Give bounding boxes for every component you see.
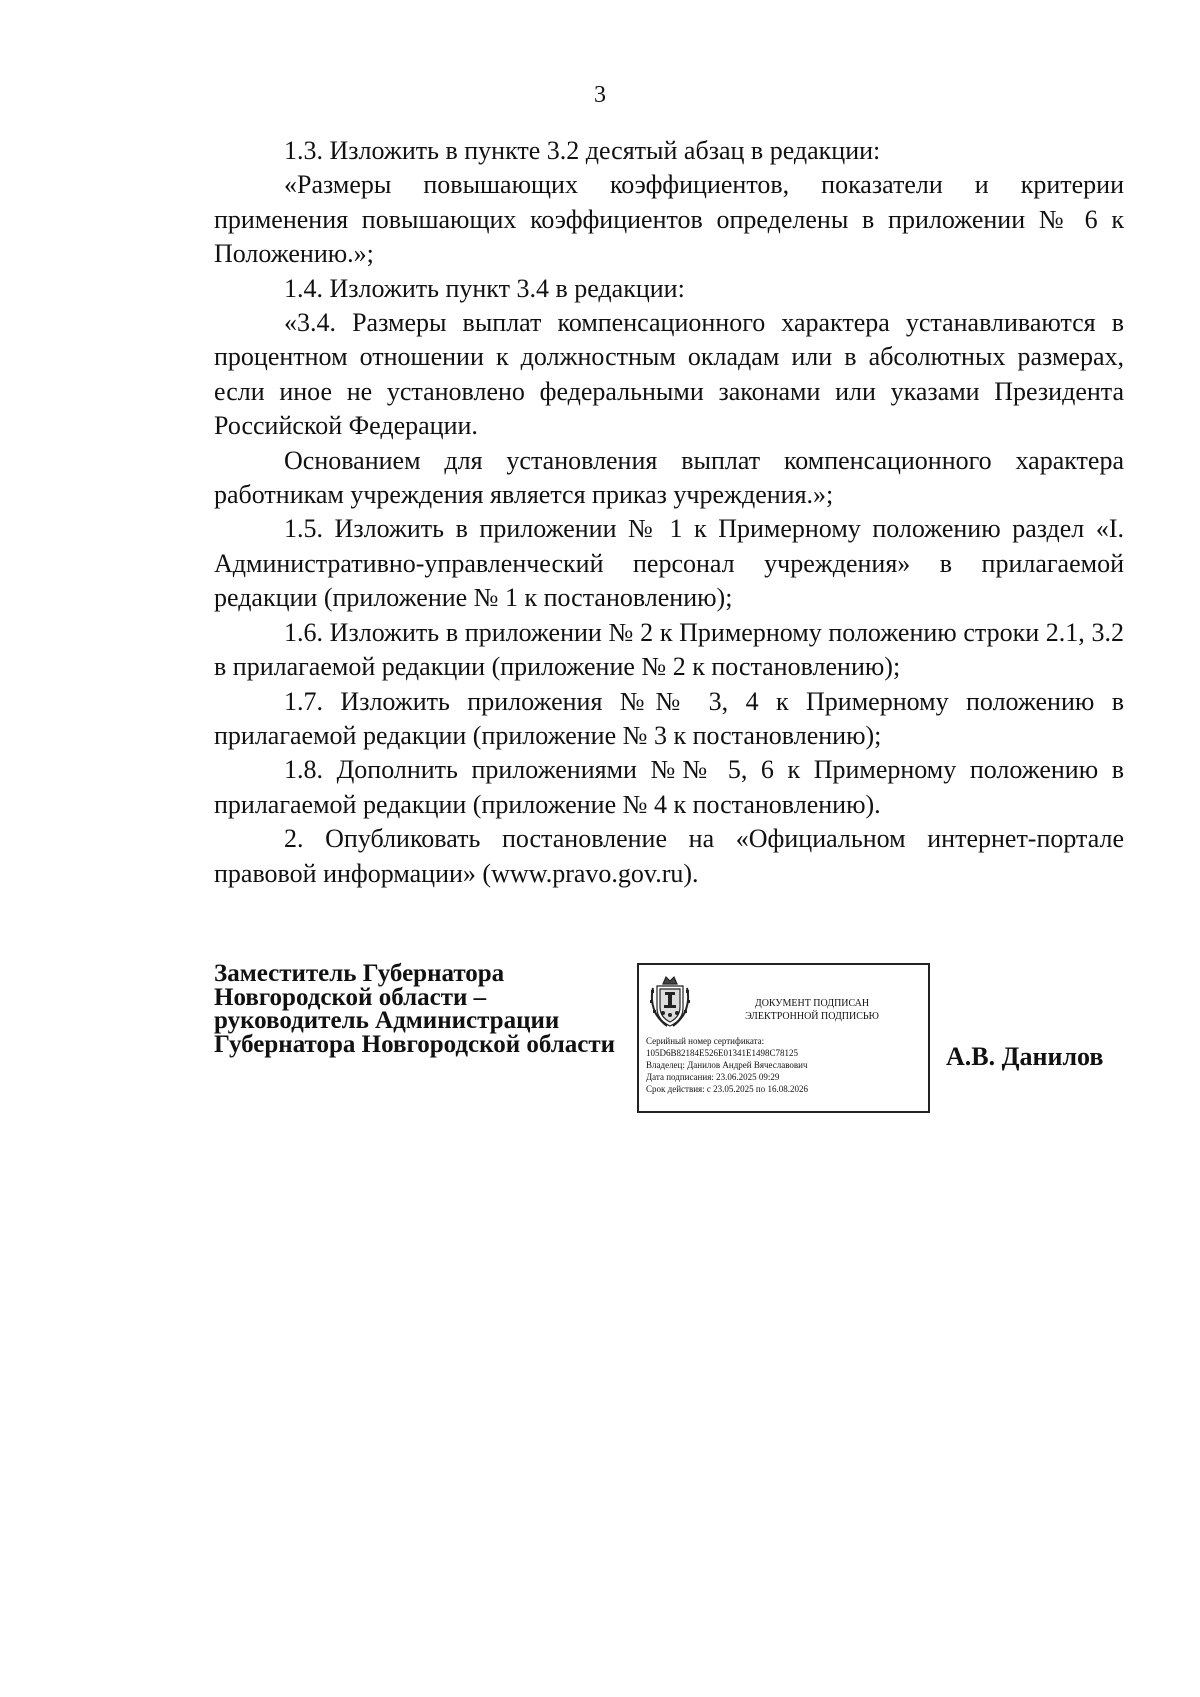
paragraph-2: 2. Опубликовать постановление на «Официальном интернет-портале правовой информации» (www.pravo.gov.ru). — [214, 824, 1124, 888]
signatory-name: А.В. Данилов — [946, 1042, 1104, 1071]
certificate-serial-value: 105D6B82184E526E01341E1498C78125 — [646, 1048, 798, 1058]
paragraph-1-5: 1.5. Изложить в приложении № 1 к Примерному положению раздел «I. Административно-управленческий персонал учреждения» в прилагаемой редакции (приложение № 1 к постановлению); — [214, 514, 1124, 613]
signatory-position-line: Новгородской области – — [214, 983, 487, 1011]
stamp-header-line: ЭЛЕКТРОННОЙ ПОДПИСЬЮ — [745, 1011, 879, 1022]
paragraph-1-4: 1.4. Изложить пункт 3.4 в редакции: — [284, 273, 685, 303]
paragraph-1-8: 1.8. Дополнить приложениями №№ 5, 6 к Примерному положению в прилагаемой редакции (приложение № 4 к постановлению). — [214, 755, 1124, 819]
paragraph-1-4-quote: «3.4. Размеры выплат компенсационного характера устанавливаются в процентном отношении к должностным окладам или в абсолютных размерах, если иное не установлено федеральными законами или указами Президента Российской Федерации. — [214, 308, 1124, 441]
certificate-serial-label: Серийный номер сертификата: — [646, 1036, 765, 1046]
document-body — [214, 134, 1124, 891]
paragraph-1-3: 1.3. Изложить в пункте 3.2 десятый абзац в редакции: — [284, 136, 881, 165]
signatory-position-line: Губернатора Новгородской области — [214, 1030, 616, 1058]
stamp-header-line: ДОКУМЕНТ ПОДПИСАН — [754, 998, 870, 1009]
paragraph-1-6: 1.6. Изложить в приложении № 2 к Примерному положению строки 2.1, 3.2 в прилагаемой редакции (приложение № 2 к постановлению); — [214, 617, 1124, 682]
signatory-position-line: Заместитель Губернатора — [214, 960, 505, 987]
paragraph-1-7: 1.7. Изложить приложения №№ 3, 4 к Примерному положению в прилагаемой редакции (приложение № 3 к постановлению); — [214, 686, 1124, 750]
certificate-validity: Срок действия: с 23.05.2025 по 16.08.2026 — [646, 1084, 808, 1094]
paragraph-1-3-quote: «Размеры повышающих коэффициентов, показатели и критерии применения повышающих коэффициентов определены в приложении № 6 к Положению.»; — [214, 170, 1124, 269]
paragraph-1-4-basis: Основанием для установления выплат компенсационного характера работникам учреждения является приказ учреждения.»; — [214, 445, 1124, 510]
stamp-header — [699, 997, 925, 1023]
signing-date: Дата подписания: 23.06.2025 09:29 — [646, 1072, 780, 1082]
coat-of-arms-icon — [649, 972, 691, 1030]
signatory-position — [214, 962, 634, 1056]
page-number: 3 — [594, 82, 606, 108]
signatory-position-line: руководитель Администрации — [214, 1007, 560, 1034]
certificate-owner: Владелец: Данилов Андрей Вячеславович — [646, 1060, 808, 1070]
stamp-details — [646, 1035, 926, 1095]
electronic-signature-stamp — [637, 963, 930, 1113]
